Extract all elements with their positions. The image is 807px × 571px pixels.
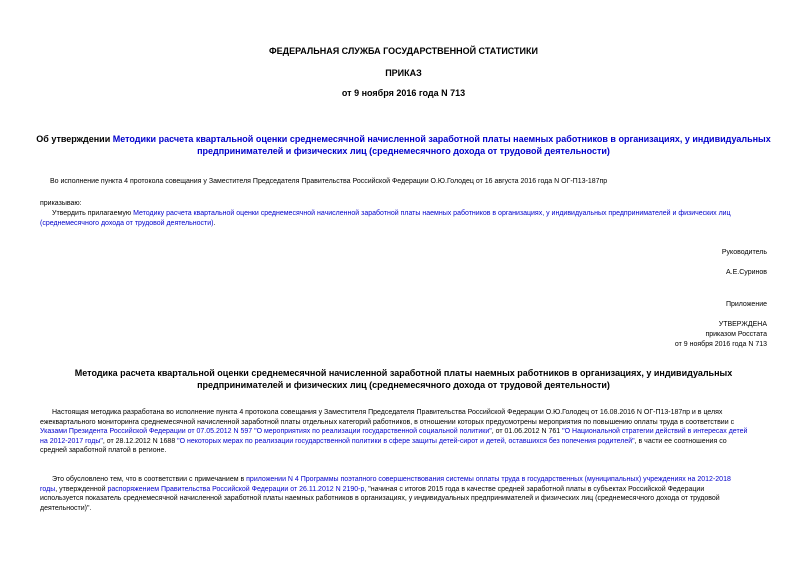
paragraph-2-line4: деятельности)". [40, 504, 92, 512]
order-title-link-line2[interactable]: предпринимателей и физических лиц (среднемесячного дохода от трудовой деятельности) [197, 146, 610, 156]
doc-type-heading: ПРИКАЗ [385, 68, 422, 78]
approve-prefix: Утвердить прилагаемую [52, 210, 134, 217]
paragraph-1-text: , от 28.12.2012 N 1688 [102, 437, 178, 445]
program-appendix-link[interactable]: приложении N 4 Программы поэтапного совершенствования системы оплаты труда в государственных (муниципальных) учреждениях на 2012-2018 [246, 476, 731, 483]
paragraph-2-text: Это обусловлено тем, что в соответствии с примечанием в [52, 476, 247, 483]
paragraph-2-line3: используется показатель среднемесячной начисленной заработной платы наемных работников в организациях, у индивидуальных предпринимателей и физических лиц (среднемесячного дохода от трудовой [40, 495, 720, 502]
appendix-label: Приложение [725, 301, 767, 308]
approve-link-line1[interactable]: Методику расчета квартальной оценки среднемесячной начисленной заработной платы наемных работников в организациях, у индивидуальных предпринимателей и физических лиц [133, 210, 731, 217]
appendix-by-order: приказом Росстата [705, 331, 767, 338]
methodology-title-line1: Методика расчета квартальной оценки среднемесячной начисленной заработной платы наемных работников в организациях, у индивидуальных [74, 368, 733, 378]
order-title [0, 133, 807, 157]
appendix-approved: УТВЕРЖДЕНА [718, 321, 767, 328]
methodology-title [0, 367, 807, 391]
order-date-number: от 9 ноября 2016 года N 713 [341, 88, 466, 98]
paragraph-2-text: , утвержденной [55, 485, 108, 493]
decree-1688-link[interactable]: "О некоторых мерах по реализации государственной политики в сфере защиты детей-сирот и детей, оставшихся без попечения родителей" [177, 437, 635, 445]
government-order-link[interactable]: распоряжением Правительства Российской Федерации от 26.11.2012 N 2190-р [107, 485, 365, 493]
decree-761-link[interactable]: "О Национальной стратегии действий в интересах детей [562, 428, 748, 435]
methodology-title-line2: предпринимателей и физических лиц (среднемесячного дохода от трудовой деятельности) [197, 380, 610, 390]
paragraph-2 [40, 475, 770, 513]
decree-597-link[interactable]: Указами Президента Российской Федерации от 07.05.2012 N 597 "О мероприятиях по реализации государственной социальной политики" [40, 428, 492, 435]
paragraph-1-text: , в части ее соотношения со [634, 437, 727, 445]
preamble: Во исполнение пункта 4 протокола совещания у Заместителя Председателя Правительства Российской Федерации О.Ю.Голодец от 16 августа 2016 года N ОГ-П13-187пр [50, 178, 608, 185]
decree-761-link-cont[interactable]: на 2012-2017 годы" [40, 437, 103, 445]
agency-heading: ФЕДЕРАЛЬНАЯ СЛУЖБА ГОСУДАРСТВЕННОЙ СТАТИСТИКИ [269, 46, 538, 56]
approve-paragraph [40, 209, 770, 228]
order-title-prefix: Об утверждении [36, 134, 113, 144]
signature-position: Руководитель [721, 249, 767, 256]
approve-suffix: . [213, 219, 216, 227]
paragraph-2-text: , "начиная с итогов 2015 года в качестве средней заработной платы в субъектах Российской Федерации [364, 485, 705, 493]
approve-link-line2[interactable]: (среднемесячного дохода от трудовой деятельности) [40, 219, 214, 227]
appendix-date: от 9 ноября 2016 года N 713 [674, 341, 767, 348]
paragraph-1-line1: Настоящая методика разработана во исполнение пункта 4 протокола совещания у Заместителя Председателя Правительства Российской Федерации О.Ю.Голодец от 16.08.2016 N ОГ-П13-187пр и в целях [52, 409, 723, 416]
order-word: приказываю: [40, 200, 82, 207]
paragraph-1 [40, 408, 770, 456]
paragraph-1-line5: средней заработной платой в регионе. [40, 447, 167, 454]
signature-name: А.Е.Суринов [726, 269, 767, 276]
order-title-link-line1[interactable]: Методики расчета квартальной оценки среднемесячной начисленной заработной платы наемных работников в организациях, у индивидуальных [112, 134, 771, 144]
program-appendix-link-cont[interactable]: годы [40, 485, 56, 493]
paragraph-1-line2: ежеквартального мониторинга среднемесячной начисленной заработной платы отдельных категорий работников, в отношении которых предусмотрены мероприятия по повышению оплаты труда в соответствии с [40, 418, 735, 426]
paragraph-1-text: , от 01.06.2012 N 761 [491, 428, 563, 435]
